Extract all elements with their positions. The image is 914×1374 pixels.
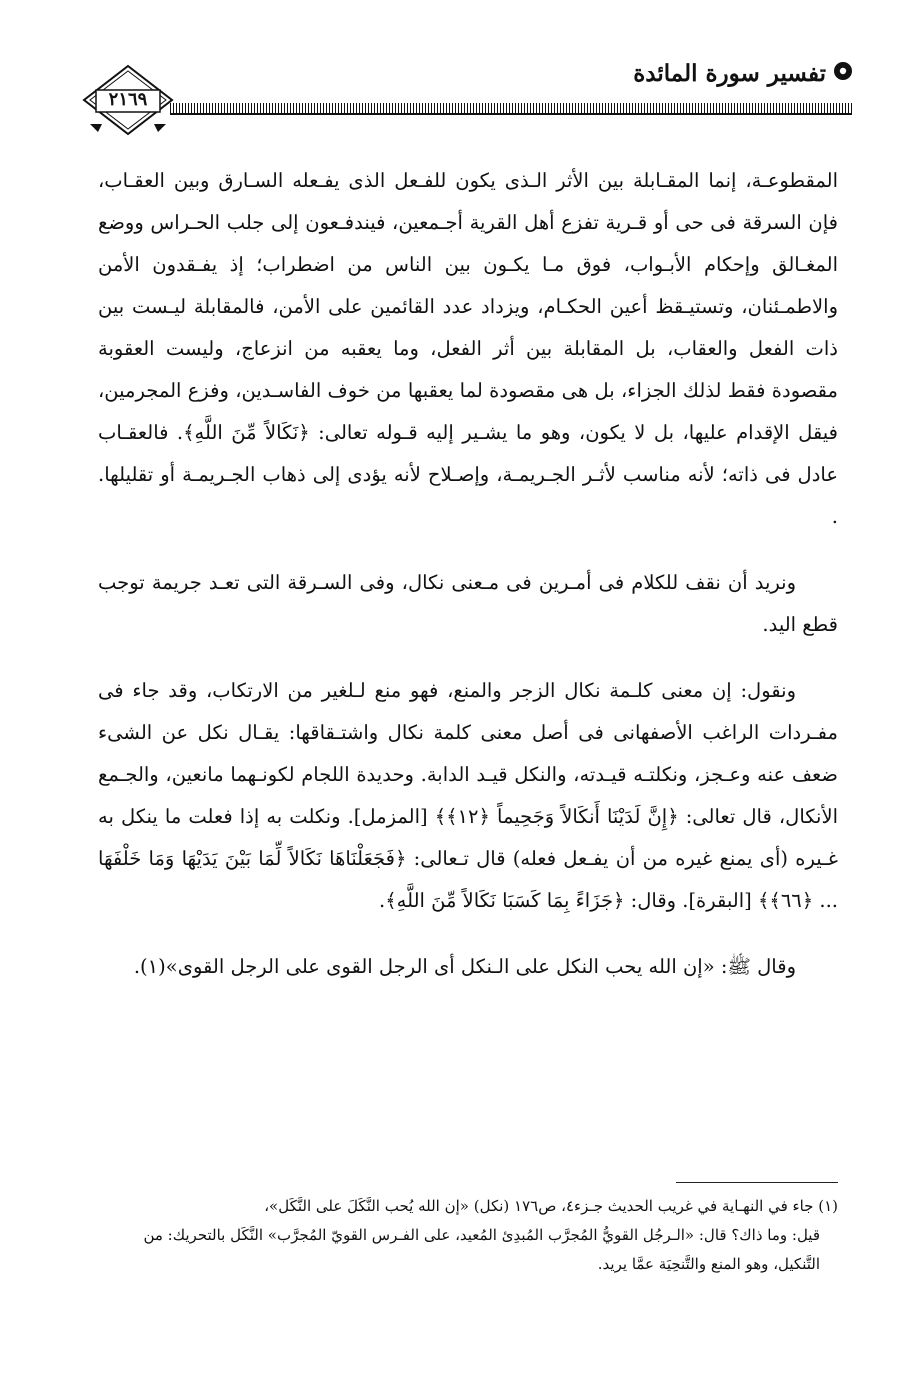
page-title: تفسير سورة المائدة — [633, 60, 826, 87]
paragraph: وقال ﷺ: «إن الله يحب النكل على الـنكل أى الرجل القوى على الرجل القوى»(١). — [133, 955, 796, 978]
footnote — [98, 1192, 838, 1279]
paragraph: المقطوعـة، إنما المقـابلة بين الأثر الـذى يكون للفـعل الذى يفـعله السـارق وبين العقـاب، فإن السرقة فى حى أو قـرية تفزع أهل القرية أجـمعين، فيندفـعون إلى جلب الحـراس ووضع المغـالق وإحكام الأبـواب، فوق مـا يكـون بين الناس من اضطراب؛ إذ يفـقدون الأمن والاطمـئنان، وتستيـقظ أعين الحكـام، ويزداد عدد القائمين على الأمن، فالمقابلة ليـست بين ذات الفعل والعقاب، بل المقابلة بين أثر الفعل، وما يعقبه من انزعاج، وليست العقوبة مقصودة فقط لذلك الجزاء، بل هى مقصودة لما يعقبها من خوف الفاسـدين، وفزع المجرمين، فيقل الإقدام عليها، بل لا يكون، وهو ما يشـير إليه قـوله تعالى: ﴿نَكَالاً مِّنَ اللَّهِ﴾. فالعقـاب عادل فى ذاته؛ لأنه مناسب لأثـر الجـريمـة، وإصـلاح لأنه يؤدى إلى ذهاب الجـريمـة أو تقليلها. . — [98, 169, 838, 528]
header-rule — [170, 103, 852, 113]
paragraph: ونريد أن نقف للكلام فى أمـرين فى مـعنى نكال، وفى السـرقة التى تعـد جريمة توجب قطع اليد. — [98, 571, 838, 636]
footnote-separator — [676, 1182, 838, 1183]
footnote-line: (١) جاء في النهـاية في غريب الحديث جـزء٤، ص١٧٦ (نكل) «إن الله يُحب النَّكَلَ على النَّكَل»، — [264, 1197, 838, 1215]
main-text — [98, 160, 838, 1012]
page-header — [0, 0, 914, 150]
paragraph: ونقول: إن معنى كلـمة نكال الزجر والمنع، فهو منع لـلغير من الارتكاب، وقد جاء فى مفـردات الراغب الأصفهانى فى أصل معنى كلمة نكال واشتـقاقها: يقـال نكل عن الشىء ضعف عنه وعـجز، ونكلتـه قيـدته، والنكل قيـد الدابة. وحديدة اللجام لكونـهما مانعين، والجـمع الأنكال، قال تعالى: ﴿إِنَّ لَدَيْنَا أَنكَالاً وَجَحِيماً ﴿١٢﴾﴾ [المزمل]. ونكلت به إذا فعلت ما ينكل به غـيره (أى يمنع غيره من أن يفـعل فعله) قال تـعالى: ﴿فَجَعَلْنَاهَا نَكَالاً لِّمَا بَيْنَ يَدَيْهَا وَمَا خَلْفَهَا ... ﴿٦٦﴾﴾ [البقرة]. وقال: ﴿جَزَاءً بِمَا كَسَبَا نَكَالاً مِّنَ اللَّهِ﴾. — [98, 679, 838, 912]
footnote-line: قيل: وما ذاك؟ قال: «الـرجُل القويُّ المُجرَّب المُبدِئ المُعيد، على الفـرس القويّ المُجرَّب» النَّكَل بالتحريك: من التَّنكيل، وهو المنع والتَّنحِيَة عمَّا يريد. — [143, 1226, 820, 1273]
page-number: ٢١٦٩ — [108, 89, 148, 110]
flower-ornament-icon — [832, 60, 854, 82]
